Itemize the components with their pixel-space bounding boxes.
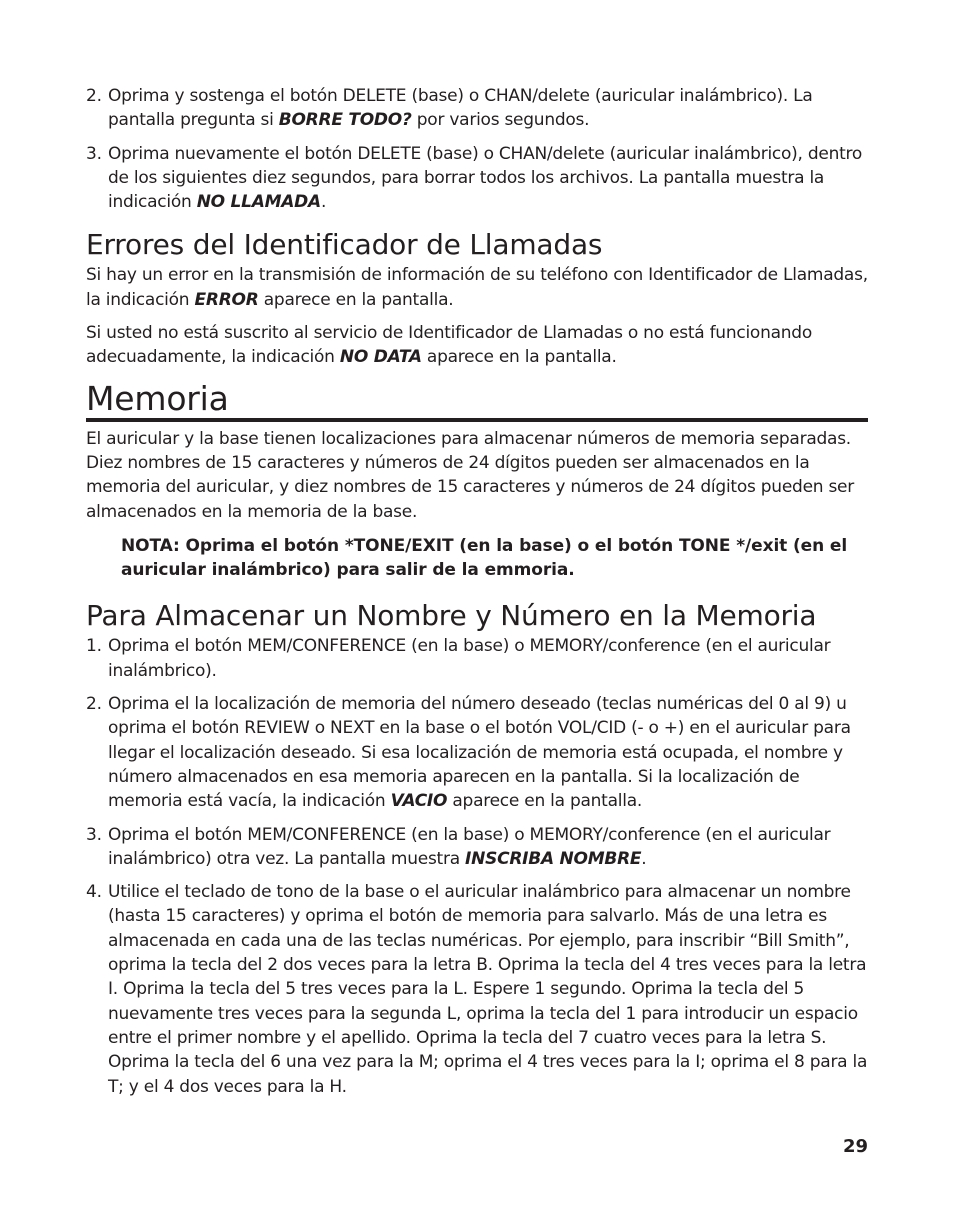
page-content [86, 84, 868, 1099]
page-number: 29 [843, 1136, 869, 1157]
step-number: 2. [86, 694, 102, 715]
list-item [86, 880, 868, 1099]
step-number: 4. [86, 882, 102, 903]
step-number: 3. [86, 143, 102, 164]
section-rule [86, 418, 868, 422]
list-item [86, 692, 868, 813]
step-number: 1. [86, 636, 102, 657]
list-item [86, 634, 868, 683]
step-text: Oprima nuevamente el botón DELETE (base) o CHAN/delete (auricular inalámbrico), dentro de los siguientes diez segundos, para borrar todos los archivos. La pantalla muestra la indicación NO LLAMADA. [108, 143, 863, 213]
top-step-list [86, 84, 868, 214]
step-number: 2. [86, 86, 102, 106]
step-text: Oprima el botón MEM/CONFERENCE (en la base) o MEMORY/conference (en el auricular inalámbrico) otra vez. La pantalla muestra INSCRIBA NOMBRE. [108, 824, 831, 869]
step-number: 3. [86, 824, 102, 845]
step-text: Oprima y sostenga el botón DELETE (base) o CHAN/delete (auricular inalámbrico). La pantalla pregunta si BORRE TODO? por varios segundos. [108, 86, 813, 131]
errors-heading: Errores del Identificador de Llamadas [86, 228, 603, 262]
step-text: Oprima el botón MEM/CONFERENCE (en la base) o MEMORY/conference (en el auricular inalámbrico). [108, 636, 831, 681]
memoria-intro: El auricular y la base tienen localizaciones para almacenar números de memoria separadas. Diez nombres de 15 caracteres y números de 24 dígitos pueden ser almacenados en la memoria del auricular, y diez nombres de 15 caracteres y números de 24 dígitos pueden ser almacenados en la memoria de la base. [86, 428, 855, 522]
errors-paragraph: Si hay un error en la transmisión de información de su teléfono con Identificador de Llamadas, la indicación ERROR aparece en la pantalla. [86, 265, 868, 310]
memoria-note: NOTA: Oprima el botón *TONE/EXIT (en la base) o el botón TONE */exit (en el auricular inalámbrico) para salir de la emmoria. [121, 535, 848, 581]
store-heading: Para Almacenar un Nombre y Número en la Memoria [86, 599, 817, 633]
list-item [86, 823, 868, 872]
list-item [86, 84, 868, 133]
errors-paragraph: Si usted no está suscrito al servicio de Identificador de Llamadas o no está funcionando adecuadamente, la indicación NO DATA aparece en la pantalla. [86, 323, 812, 368]
step-text: Oprima el la localización de memoria del número deseado (teclas numéricas del 0 al 9) u oprima el botón REVIEW o NEXT en la base o el botón VOL/CID (- o +) en el auricular para llegar el localización deseado. Si esa localización de memoria está ocupada, el nombre y número almacenados en esa memoria aparecen en la pantalla. Si la localización de memoria está vacía, la indicación VACIO aparece en la pantalla. [108, 694, 851, 812]
step-text: Utilice el teclado de tono de la base o el auricular inalámbrico para almacenar un nombre (hasta 15 caracteres) y oprima el botón de memoria para salvarlo. Más de una letra es almacenada en cada una de las teclas numéricas. Por ejemplo, para inscribir “Bill Smith”, oprima la tecla del 2 dos veces para la letra B. Oprima la tecla del 4 tres veces para la letra I. Oprima la tecla del 5 tres veces para la L. Espere 1 segundo. Oprima la tecla del 5 nuevamente tres veces para la segunda L, oprima la tecla del 1 para introducir un espacio entre el primer nombre y el apellido. Oprima la tecla del 7 cuatro veces para la letra S. Oprima la tecla del 6 una vez para la M; oprima el 4 tres veces para la I; oprima el 8 para la T; y el 4 dos veces para la H. [108, 882, 868, 1097]
store-step-list [86, 634, 868, 1098]
list-item [86, 142, 868, 215]
memoria-heading: Memoria [86, 378, 229, 418]
